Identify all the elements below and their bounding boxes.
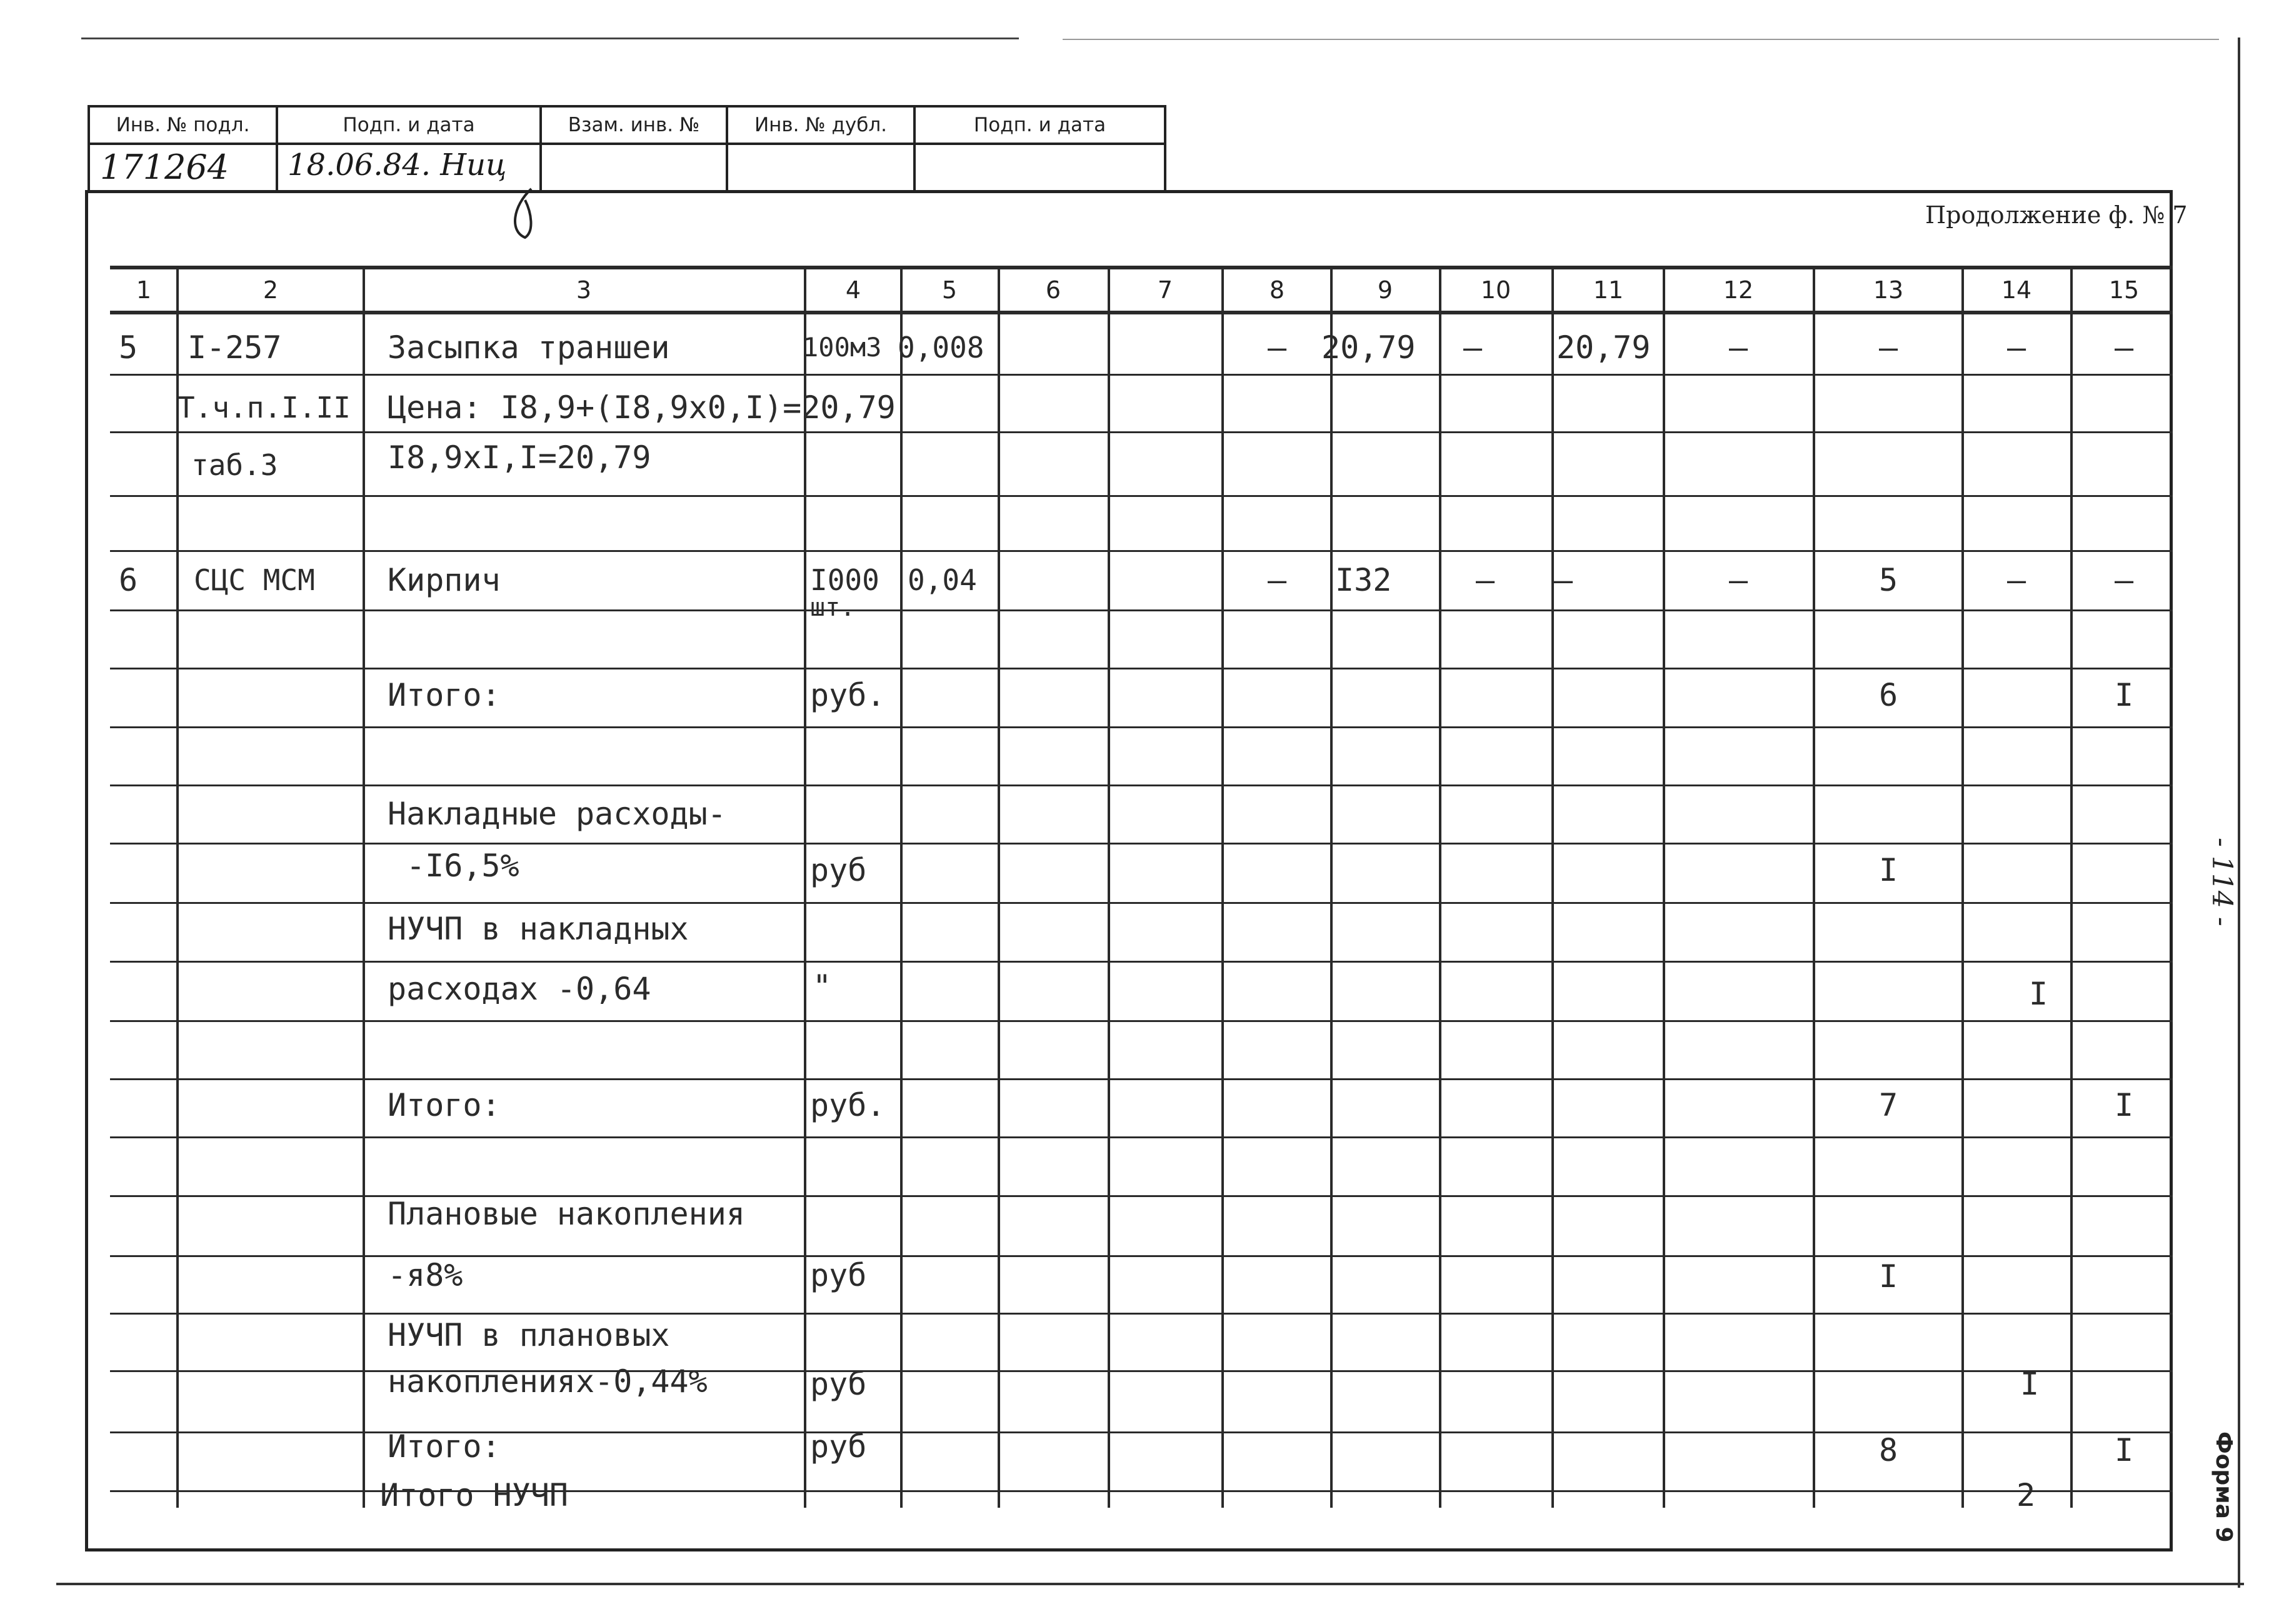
cell-c3: Засыпка траншеи [388, 329, 670, 366]
cell-c1: 6 [119, 562, 138, 598]
cell-c5: 0,04 [908, 563, 977, 597]
cell-c2: таб.3 [191, 448, 278, 482]
form-label: Форма 9 [2211, 1431, 2236, 1543]
stamp-inv-number-handwritten: 171264 [100, 148, 229, 187]
cell-c4: I000 [810, 563, 879, 597]
cell-c13: 8 [1878, 1432, 1898, 1468]
cell-c15: I [2114, 1087, 2134, 1123]
cell-c15: I [2114, 1432, 2134, 1468]
right-edge-line [2238, 38, 2240, 1588]
cell-c3: -I6,5% [406, 848, 519, 884]
cell-c4: руб [810, 1257, 867, 1293]
cell-c3: Накладные расходы- [388, 796, 726, 832]
column-number: 14 [2001, 276, 2032, 304]
cell-c13: 7 [1878, 1087, 1898, 1123]
cell-c13: 5 [1878, 562, 1898, 598]
cell-c10: – [1475, 562, 1495, 598]
cell-c2: Т.ч.п.I.II [178, 391, 351, 424]
cell-c10: – [1463, 329, 1483, 366]
cell-c3: Итого: [388, 1087, 501, 1123]
column-number: 3 [576, 276, 592, 304]
column-number: 1 [136, 276, 152, 304]
stamp-header-inv-dubl: Инв. № дубл. [754, 114, 888, 136]
cell-c15: I [2114, 677, 2134, 713]
cell-c3: Цена: I8,9+(I8,9х0,I)=20,79 [388, 389, 896, 426]
cell-c12: – [1728, 562, 1748, 598]
cell-c3: Итого: [388, 1428, 501, 1465]
cell-c2: I-257 [188, 329, 282, 366]
cell-c3: НУЧП в накладных [388, 911, 689, 947]
column-number: 12 [1723, 276, 1754, 304]
stamp-header-inv-podl: Инв. № подл. [116, 114, 250, 136]
cell-c3: Кирпич [388, 562, 501, 598]
cell-c4: 100м3 [803, 332, 882, 363]
column-number: 15 [2108, 276, 2140, 304]
cell-c8: – [1267, 562, 1287, 598]
cell-c3: накоплениях-0,44% [388, 1363, 708, 1400]
cell-c4: руб [810, 1366, 867, 1402]
column-number: 10 [1480, 276, 1511, 304]
continuation-label: Продолжение ф. № 7 [1925, 201, 2188, 229]
cell-c12: – [1728, 329, 1748, 366]
cell-c4: " [813, 968, 832, 1005]
cell-c11: – [1554, 562, 1573, 598]
header-bottom-rule [110, 311, 2173, 314]
cell-c14: – [2006, 562, 2026, 598]
cell-c13: 6 [1878, 677, 1898, 713]
cell-c4-unit: шт. [810, 593, 856, 622]
cell-c14: 2 [2016, 1477, 2036, 1513]
bottom-edge-line [56, 1583, 2244, 1585]
stamp-date-signature-handwritten: 18.06.84. Ниц [288, 148, 507, 183]
stamp-header-vzam-inv: Взам. инв. № [568, 114, 700, 136]
cell-c3: Итого НУЧП [380, 1477, 569, 1513]
cell-c3: -я8% [388, 1257, 463, 1293]
column-number: 5 [941, 276, 958, 304]
cell-c13: I [1878, 852, 1898, 888]
column-number: 9 [1377, 276, 1393, 304]
cell-c3: Итого: [388, 677, 501, 713]
column-number: 7 [1157, 276, 1173, 304]
cell-c4: руб. [810, 1087, 886, 1123]
cell-c11: 20,79 [1556, 329, 1651, 366]
cell-c15: – [2114, 562, 2134, 598]
cell-c4: руб [810, 852, 867, 888]
cell-c14: I [2029, 976, 2048, 1012]
cell-c3: Плановые накопления [388, 1196, 745, 1232]
top-edge-line [81, 38, 1019, 39]
column-number: 11 [1593, 276, 1624, 304]
cell-c13: I [1878, 1258, 1898, 1295]
cell-c14: I [2020, 1366, 2040, 1402]
cell-c4: руб. [810, 677, 886, 713]
stamp-header-podp-data-2: Подп. и дата [973, 114, 1106, 136]
cell-c14: – [2006, 329, 2026, 366]
cell-c5: 0,008 [898, 331, 984, 364]
stamp-header-podp-data: Подп. и дата [343, 114, 475, 136]
top-edge-line-right [1063, 39, 2219, 40]
cell-c9: I32 [1335, 562, 1392, 598]
column-number: 13 [1873, 276, 1904, 304]
column-number: 2 [263, 276, 279, 304]
page-number-label: - 114 - [2206, 838, 2238, 926]
cell-c8: – [1267, 329, 1287, 366]
column-number: 6 [1045, 276, 1061, 304]
cell-c3: расходах -0,64 [388, 971, 651, 1007]
cell-c3: I8,9хI,I=20,79 [388, 439, 651, 476]
cell-c4: руб [810, 1428, 867, 1465]
column-number: 8 [1269, 276, 1285, 304]
cell-c2: СЦС МСМ [194, 563, 315, 597]
cell-c9: 20,79 [1321, 329, 1416, 366]
cell-c3: НУЧП в плановых [388, 1317, 670, 1353]
cell-c13: – [1878, 329, 1898, 366]
cell-c1: 5 [119, 329, 138, 366]
column-number: 4 [845, 276, 861, 304]
header-top-rule [110, 266, 2173, 269]
cell-c15: – [2114, 329, 2134, 366]
